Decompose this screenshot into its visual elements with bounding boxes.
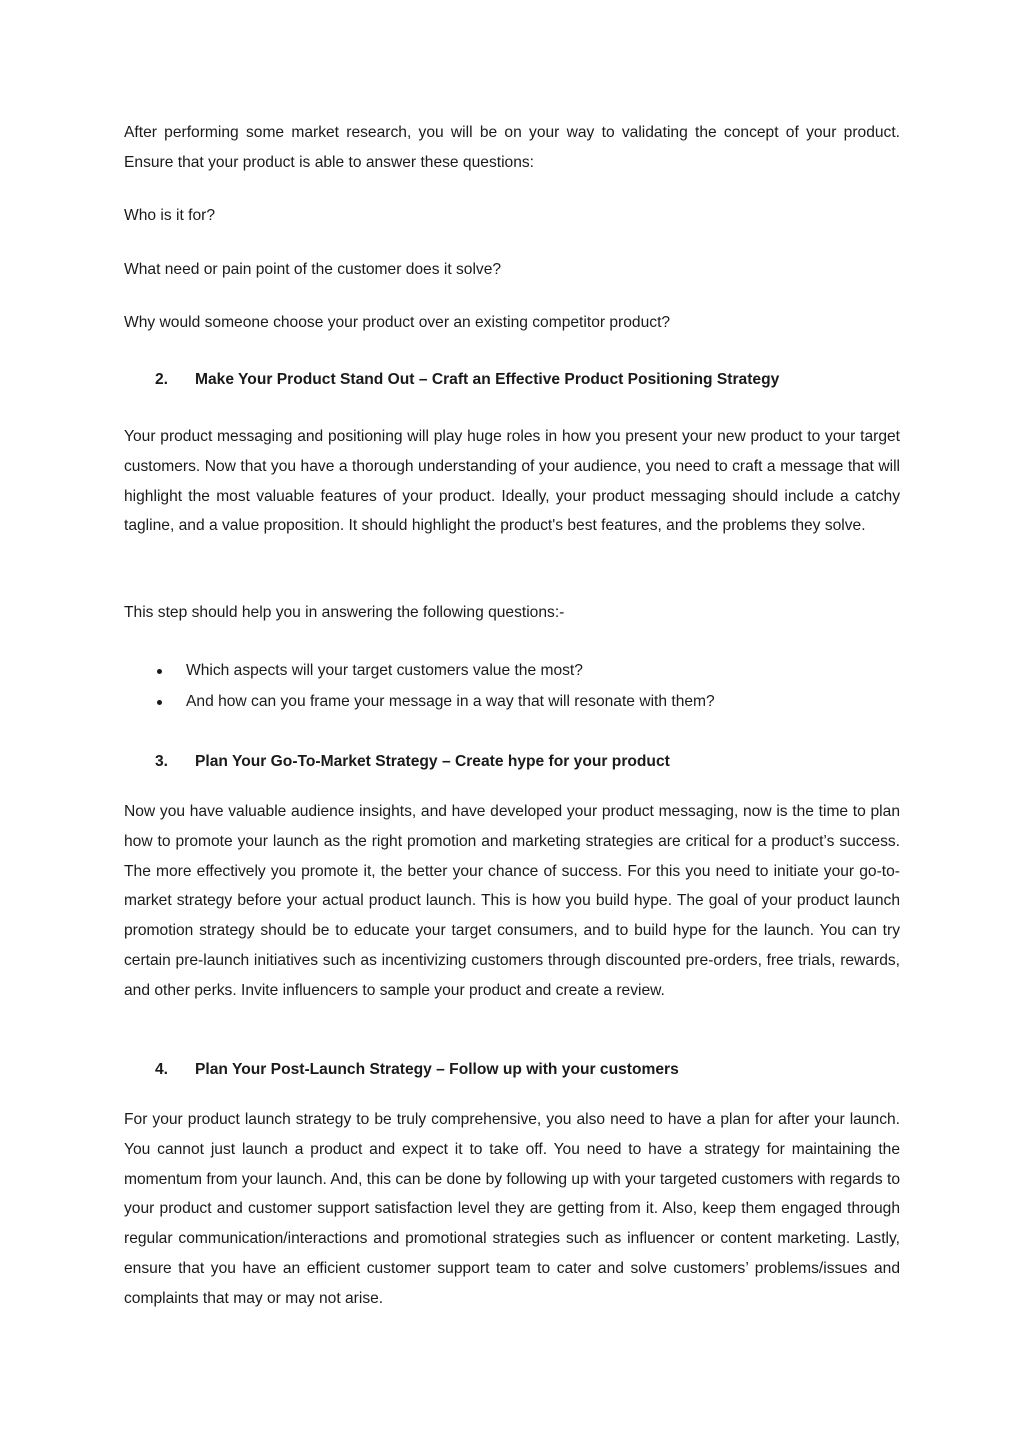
section-3-title: Plan Your Go-To-Market Strategy – Create hype for your product: [195, 753, 670, 770]
list-item: Which aspects will your target customers value the most?: [155, 656, 715, 687]
question-who: Who is it for?: [124, 207, 215, 224]
list-item: And how can you frame your message in a way that will resonate with them?: [155, 687, 715, 718]
section-2-paragraph: Your product messaging and positioning will play huge roles in how you present your new product to your target customers. Now that you have a thorough understanding of your audience, you need to craft a message that will highlight the most valuable features of your product. Ideally, your product messaging should include a catchy tagline, and a value proposition. It should highlight the product's best features, and the problems they solve.: [124, 428, 900, 535]
section-2-number: 2.: [155, 371, 169, 388]
section-2-heading: [155, 365, 779, 395]
intro-paragraph: After performing some market research, you will be on your way to validating the concept of your product. Ensure that your product is able to answer these questions:: [124, 124, 900, 171]
section-2-title: Make Your Product Stand Out – Craft an Effective Product Positioning Strategy: [195, 371, 780, 388]
bullet-icon: [157, 669, 162, 674]
bullet-icon: [157, 700, 162, 705]
question-why: Why would someone choose your product over an existing competitor product?: [124, 314, 671, 331]
question-need: What need or pain point of the customer does it solve?: [124, 261, 502, 278]
section-4-paragraph: For your product launch strategy to be truly comprehensive, you also need to have a plan for after your launch. You cannot just launch a product and expect it to take off. You need to have a strategy for maintaining the momentum from your launch. And, this can be done by following up with your targeted customers with regards to your product and customer support satisfaction level they are getting from it. Also, keep them engaged through regular communication/interactions and promotional strategies such as influencer or content marketing. Lastly, ensure that you have an efficient customer support team to cater and solve customers’ problems/issues and complaints that may or may not arise.: [124, 1111, 900, 1307]
section-2-bullet-list: [155, 656, 715, 717]
section-4-number: 4.: [155, 1061, 169, 1078]
section-3-number: 3.: [155, 753, 169, 770]
section-4-heading: [155, 1055, 679, 1085]
section-3-paragraph: Now you have valuable audience insights, and have developed your product messaging, now is the time to plan how to promote your launch as the right promotion and marketing strategies are critical for a product’s success. The more effectively you promote it, the better your chance of success. For this you need to initiate your go-to-market strategy before your actual product launch. This is how you build hype. The goal of your product launch promotion strategy should be to educate your target consumers, and to build hype for the launch. You can try certain pre-launch initiatives such as incentivizing customers through discounted pre-orders, free trials, rewards, and other perks. Invite influencers to sample your product and create a review.: [124, 803, 900, 999]
section-3-heading: [155, 747, 670, 777]
section-4-title: Plan Your Post-Launch Strategy – Follow up with your customers: [195, 1061, 679, 1078]
section-2-questions-intro: This step should help you in answering the following questions:-: [124, 604, 565, 621]
